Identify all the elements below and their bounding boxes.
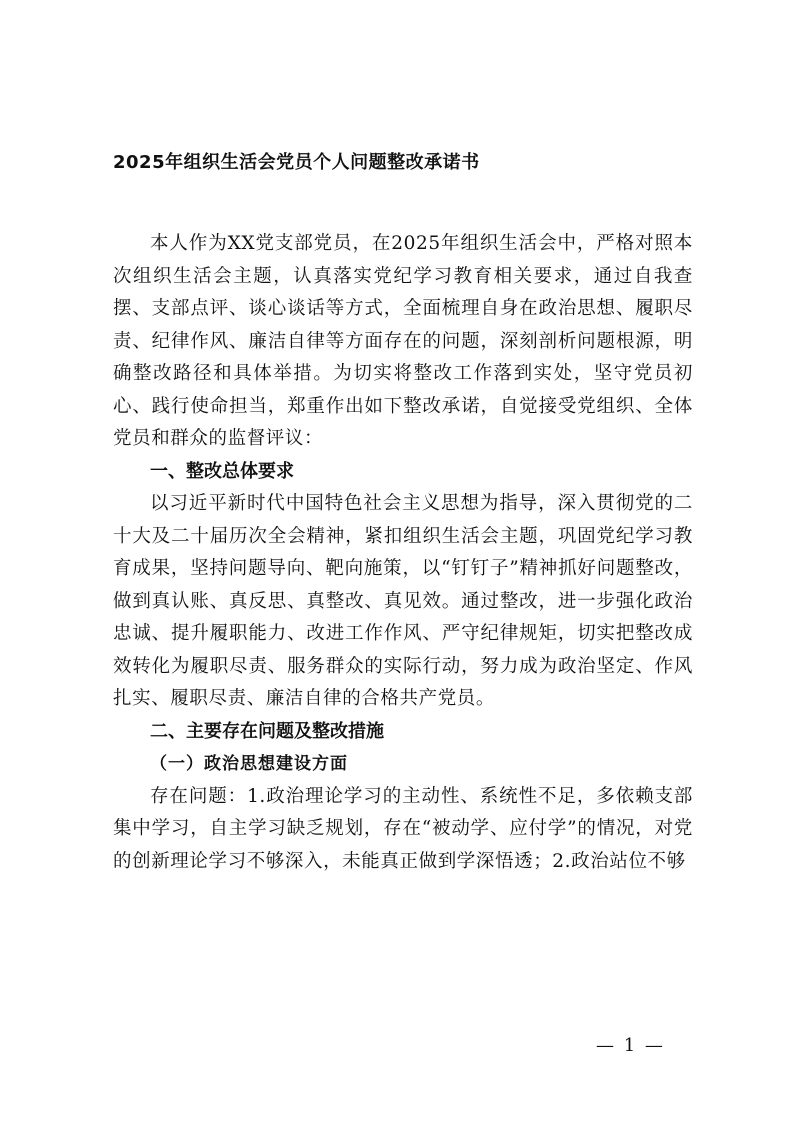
political-problems-paragraph: 存在问题：1.政治理论学习的主动性、系统性不足，多依赖支部集中学习，自主学习缺乏规划，存在“被动学、应付学”的情况，对党的创新理论学习不够深入，未能真正做到学深悟透；2.政治站位不够 [113,785,693,872]
subsection-heading-political: （一）政治思想建设方面 [150,754,348,774]
section-heading-requirements: 一、整改总体要求 [150,460,294,482]
page-number: — 1 — [596,1035,665,1056]
document-body [113,228,693,878]
requirements-paragraph: 以习近平新时代中国特色社会主义思想为指导，深入贯彻党的二十大及二十届历次全会精神，紧扣组织生活会主题，巩固党纪学习教育成果，坚持问题导向、靶向施策，以“钉钉子”精神抓好问题整改，做到真认账、真反思、真整改、真见效。通过整改，进一步强化政治忠诚、提升履职能力、改进工作作风、严守纪律规矩，切实把整改成效转化为履职尽责、服务群众的实际行动，努力成为政治坚定、作风扎实、履职尽责、廉洁自律的合格共产党员。 [113,493,693,709]
document-title: 2025年组织生活会党员个人问题整改承诺书 [113,152,480,173]
intro-paragraph: 本人作为XX党支部党员，在2025年组织生活会中，严格对照本次组织生活会主题，认真落实党纪学习教育相关要求，通过自我查摆、支部点评、谈心谈话等方式，全面梳理自身在政治思想、履职尽责、纪律作风、廉洁自律等方面存在的问题，深刻剖析问题根源，明确整改路径和具体举措。为切实将整改工作落到实处，坚守党员初心、践行使命担当，郑重作出如下整改承诺，自觉接受党组织、全体党员和群众的监督评议： [113,233,693,449]
section-heading-problems: 二、主要存在问题及整改措施 [150,720,384,742]
